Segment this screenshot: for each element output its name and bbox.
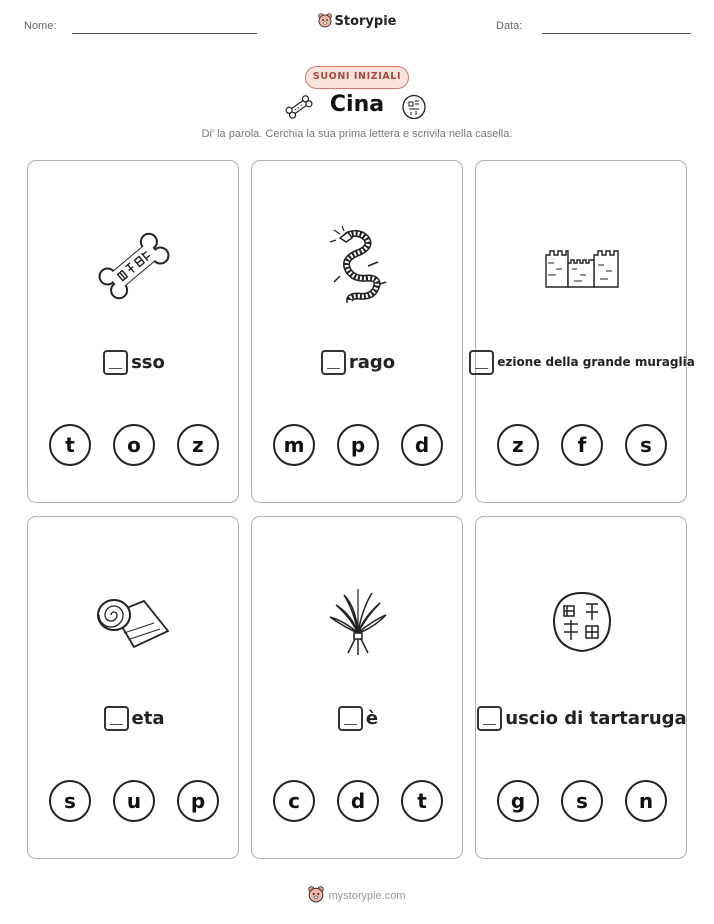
answer-box[interactable]	[103, 350, 128, 375]
name-line	[72, 33, 257, 34]
letter-choices	[252, 424, 464, 466]
letter-choices	[28, 424, 240, 466]
letter-choice[interactable]: d	[337, 780, 379, 822]
tea-leaves-icon	[326, 587, 390, 657]
answer-box[interactable]	[321, 350, 346, 375]
answer-box[interactable]	[104, 706, 129, 731]
word-row	[28, 347, 240, 377]
letter-choice[interactable]: m	[273, 424, 315, 466]
partial-word: rago	[348, 351, 396, 373]
letter-choice[interactable]: u	[113, 780, 155, 822]
bone-icon	[94, 226, 174, 306]
letter-choice[interactable]: t	[49, 424, 91, 466]
partial-word: uscio di tartaruga	[505, 707, 687, 729]
word-card	[251, 160, 463, 503]
letter-choice[interactable]: o	[113, 424, 155, 466]
word-row	[28, 703, 240, 733]
brand-name: Storypie	[334, 14, 397, 29]
word-card	[475, 516, 687, 859]
card-picture	[252, 577, 464, 667]
turtle-shell-icon	[550, 590, 614, 654]
category-badge: SUONI INIZIALI	[305, 66, 409, 89]
letter-choices	[252, 780, 464, 822]
date-line	[542, 33, 691, 34]
turtle-shell-icon	[401, 94, 427, 120]
word-row	[476, 703, 688, 733]
word-card	[475, 160, 695, 503]
letter-choice[interactable]: f	[561, 424, 603, 466]
title-row	[0, 92, 714, 122]
partial-word: ezione della grande muraglia	[497, 355, 695, 369]
letter-choices	[28, 780, 240, 822]
brand-logo	[0, 13, 714, 29]
card-picture	[28, 221, 240, 311]
scroll-icon	[94, 587, 174, 657]
letter-choice[interactable]: t	[401, 780, 443, 822]
letter-choices	[476, 780, 688, 822]
date-label: Data:	[496, 20, 523, 32]
word-row	[252, 703, 464, 733]
word-row	[476, 347, 695, 377]
footer	[0, 886, 714, 903]
word-row	[252, 347, 464, 377]
footer-url[interactable]: mystorypie.com	[328, 890, 406, 902]
great-wall-icon	[544, 241, 620, 291]
partial-word: eta	[131, 707, 165, 729]
letter-choice[interactable]: g	[497, 780, 539, 822]
worksheet-header	[0, 0, 714, 50]
letter-choice[interactable]: z	[177, 424, 219, 466]
bear-logo-icon	[318, 13, 332, 28]
instructions: Di' la parola. Cerchia la sua prima lettera e scrivila nella casella.	[201, 128, 513, 140]
letter-choice[interactable]: s	[625, 424, 667, 466]
letter-choices	[476, 424, 688, 466]
letter-choice[interactable]: d	[401, 424, 443, 466]
card-picture	[476, 221, 688, 311]
answer-box[interactable]	[338, 706, 363, 731]
word-card	[27, 516, 239, 859]
name-label: Nome:	[24, 20, 57, 32]
partial-word: è	[365, 707, 379, 729]
card-picture	[252, 221, 464, 311]
page-title: Cina	[329, 92, 385, 117]
dragon-icon	[328, 226, 388, 306]
answer-box[interactable]	[477, 706, 502, 731]
card-picture	[28, 577, 240, 667]
bear-logo-icon	[308, 886, 324, 903]
letter-choice[interactable]: c	[273, 780, 315, 822]
answer-box[interactable]	[469, 350, 494, 375]
letter-choice[interactable]: p	[177, 780, 219, 822]
word-card	[27, 160, 239, 503]
card-picture	[476, 577, 688, 667]
partial-word: sso	[131, 351, 165, 373]
letter-choice[interactable]: s	[49, 780, 91, 822]
letter-choice[interactable]: p	[337, 424, 379, 466]
letter-choice[interactable]: s	[561, 780, 603, 822]
word-card	[251, 516, 463, 859]
letter-choice[interactable]: n	[625, 780, 667, 822]
letter-choice[interactable]: z	[497, 424, 539, 466]
